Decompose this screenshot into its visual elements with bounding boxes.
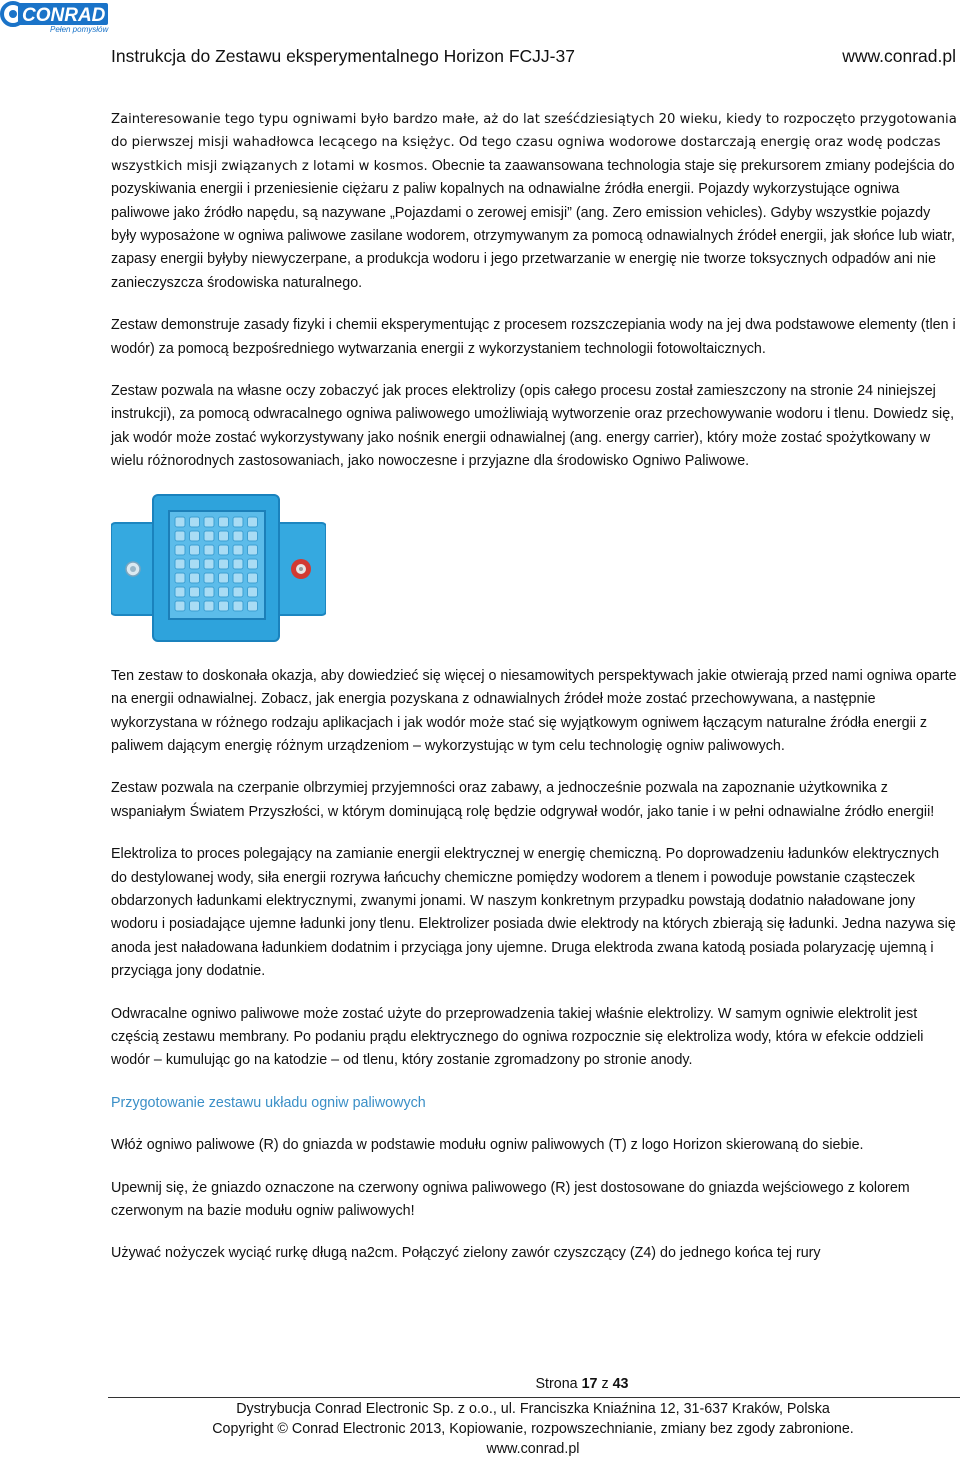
fuel-cell-grid-square [248,545,258,555]
fuel-cell-grid-square [175,587,185,597]
fuel-cell-grid-square [175,545,185,555]
fuel-cell-grid-square [190,587,200,597]
fuel-cell-grid-square [219,531,229,541]
paragraph-opportunity: Ten zestaw to doskonała okazja, aby dowiedzieć się więcej o niesamowitych perspektywach jakie otwierają przed nami ogniwa oparte na energii odnawialnej. Zobacz, jak energia pozyskana z odnawialnych źródeł może zostać przechowywana, a następnie wykorzystana w różnego rodzaju aplikacjach i jak wodór może stać się wyjątkowym ogniwem łączącym naturalne źródła energii z paliwem dającym energię różnym urządzeniom – wykorzystując w tym celu technologię ogniw paliwowych. [111,667,957,754]
page-separator: z [601,1376,609,1392]
page-number [0,1376,960,1392]
fuel-cell-grid-square [204,517,214,527]
fuel-cell-grid-square [248,531,258,541]
logo-text: CONRAD [22,5,106,26]
fuel-cell-grid-square [248,587,258,597]
paragraph-history-part-a: Zainteresowanie tego typu ogniwami było bardzo małe, aż do lat sześćdziesiątych 20 wieku, kiedy to rozpoczęto przygotowania do pierwszej misji wahadłowca lecącego na księżyc. Od tego czasu ogniwa wodorowe dostarczają energię oraz wodę podczas wszystkich misji związanych z lotami w kosmos. [111,112,957,174]
fuel-cell-grid-square [248,601,258,611]
step-2: Upewnij się, że gniazdo oznaczone na czerwony ogniwa paliwowego (R) jest dostosowane do gniazda wejściowego z kolorem czerwonym na bazie modułu ogniw paliwowych! [111,1179,910,1219]
fuel-cell-grid-square [233,573,243,583]
fuel-cell-grid-square [233,601,243,611]
footer-divider [108,1397,960,1398]
document-title: Instrukcja do Zestawu eksperymentalnego Horizon FCJJ-37 [111,46,575,66]
page-prefix: Strona [535,1376,578,1392]
paragraph-fun: Zestaw pozwala na czerpanie olbrzymiej przyjemności oraz zabawy, a jednocześnie pozwala na zapoznanie użytkownika z wspaniałym Światem Przyszłości, w którym dominującą rolę będzie odgrywał wodór, jako tanie i w pełni odnawialne źródło energii! [111,780,935,820]
fuel-cell-grid-square [233,545,243,555]
fuel-cell-grid-square [219,601,229,611]
fuel-cell-image [111,493,326,643]
conrad-logo [0,0,112,36]
fuel-cell-grid-square [190,601,200,611]
fuel-cell-grid-square [248,559,258,569]
fuel-cell-grid-square [233,517,243,527]
section-heading: Przygotowanie zestawu układu ogniw paliwowych [111,1094,426,1111]
fuel-cell-grid-square [248,573,258,583]
fuel-cell-grid-square [175,559,185,569]
paragraph-history [111,108,957,295]
fuel-cell-grid-square [204,545,214,555]
fuel-cell-grid-square [190,517,200,527]
footer-url: www.conrad.pl [486,1441,580,1457]
logo-tagline: Pełen pomysłów [50,25,109,34]
fuel-cell-grid-square [219,517,229,527]
step-3: Używać nożyczek wyciąć rurkę długą na2cm. Połączyć zielony zawór czyszczący (Z4) do jednego końca tej rury [111,1245,821,1262]
paragraph-electrolysis-intro: Zestaw pozwala na własne oczy zobaczyć jak proces elektrolizy (opis całego procesu został zamieszczony na stronie 24 niniejszej instrukcji), za pomocą odwracalnego ogniwa paliwowego umożliwiają wytworzenie oraz przechowywanie wodoru i tlenu. Dowiedz się, jak wodór może zostać wykorzystywany jako nośnik energii odnawialnej (ang. energy carrier), który może zostać spożytkowany w wielu różnorodnych zastosowaniach, jako nowoczesne i przyjazne dla środowisko Ogniwo Paliwowe. [111,383,955,470]
fuel-cell-grid-square [190,531,200,541]
footer-distribution: Dystrybucja Conrad Electronic Sp. z o.o., ul. Franciszka Kniaźnina 12, 31-637 Kraków, Polska [236,1401,830,1417]
fuel-cell-grid-square [190,573,200,583]
fuel-cell-grid-square [190,559,200,569]
fuel-cell-grid-square [248,517,258,527]
fuel-cell-grid-square [219,587,229,597]
fuel-cell-grid-square [233,559,243,569]
fuel-cell-grid-square [175,531,185,541]
footer-copyright: Copyright © Conrad Electronic 2013, Kopiowanie, rozpowszechnianie, zmiany bez zgody zabronione. [212,1421,854,1437]
fuel-cell-grid-square [204,531,214,541]
fuel-cell-grid-square [190,545,200,555]
document-body [111,108,957,1285]
fuel-cell-grid-square [204,573,214,583]
fuel-cell-grid-square [204,601,214,611]
header-url: www.conrad.pl [842,46,956,66]
paragraph-history-part-b: Obecnie ta zaawansowana technologia staje się prekursorem zmiany podejścia do pozyskiwania energii i przeniesienie ciężaru z paliw kopalnych na odnawialne źródła energii. Pojazdy wykorzystujące ogniwa paliwowe jako źródło napędu, są nazywane „Pojazdami o zerowej emisji” (ang. Zero emission vehicles). Gdyby wszystkie pojazdy były wyposażone w ogniwa paliwowe zasilane wodorem, otrzymywanym za pomocą odnawialnych źródeł energii, jak słońce lub wiatr, zapasy energii byłyby niewyczerpane, a produkcja wodoru i jego przetwarzanie w energię nie tworze toksycznych odpadów ani nie zanieczyszcza środowiska naturalnego. [111,157,955,291]
paragraph-physics: Zestaw demonstruje zasady fizyki i chemii eksperymentując z procesem rozszczepiania wody na jej dwa podstawowe elementy (tlen i wodór) za pomocą bezpośredniego wytwarzania energii z wykorzystaniem technologii fotowoltaicznych. [111,317,956,357]
fuel-cell-grid-square [233,587,243,597]
page-total: 43 [612,1376,629,1392]
fuel-cell-grid-square [219,559,229,569]
fuel-cell-grid-square [219,573,229,583]
fuel-cell-grid-square [175,517,185,527]
step-1: Włóż ogniwo paliwowe (R) do gniazda w podstawie modułu ogniw paliwowych (T) z logo Horizon skierowaną do siebie. [111,1137,864,1154]
fuel-cell-grid-square [219,545,229,555]
fuel-cell-grid-square [175,573,185,583]
fuel-cell-grid-square [204,559,214,569]
paragraph-electrolysis: Elektroliza to proces polegający na zamianie energii elektrycznej w energię chemiczną. Po doprowadzeniu ładunków elektrycznych do destylowanej wody, siła energii rozrywa łańcuchy chemiczne pomiędzy wodorem a tlenem i powoduje powstanie cząsteczek obdarzonych ładunkami elektrycznymi, zwanymi jonami. W naszym konkretnym przypadku powstają dodatnio naładowane jony wodoru i posiadające ujemne ładunki jony tlenu. Elektrolizer posiada dwie elektrody na których zbierają się ładunki. Jedna nazywa się anoda jest naładowana ładunkiem dodatnim i przyciąga jony ujemne. Druga elektroda zwana katodą posiada polaryzację ujemną i przyciąga jony dodatnie. [111,846,956,980]
fuel-cell-grid-square [175,601,185,611]
paragraph-reversible-cell: Odwracalne ogniwo paliwowe może zostać użyte do przeprowadzenia takiej właśnie elektrolizy. W samym ogniwie elektrolit jest częścią zestawu membrany. Po podaniu prądu elektrycznego do ogniwa rozpocznie się elektroliza wody, która w efekcie oddzieli wodór – kumulując go na katodzie – od tlenu, który zostanie zgromadzony po stronie anody. [111,1005,924,1069]
fuel-cell-grid-square [233,531,243,541]
fuel-cell-grid-square [204,587,214,597]
page-current: 17 [581,1376,598,1392]
